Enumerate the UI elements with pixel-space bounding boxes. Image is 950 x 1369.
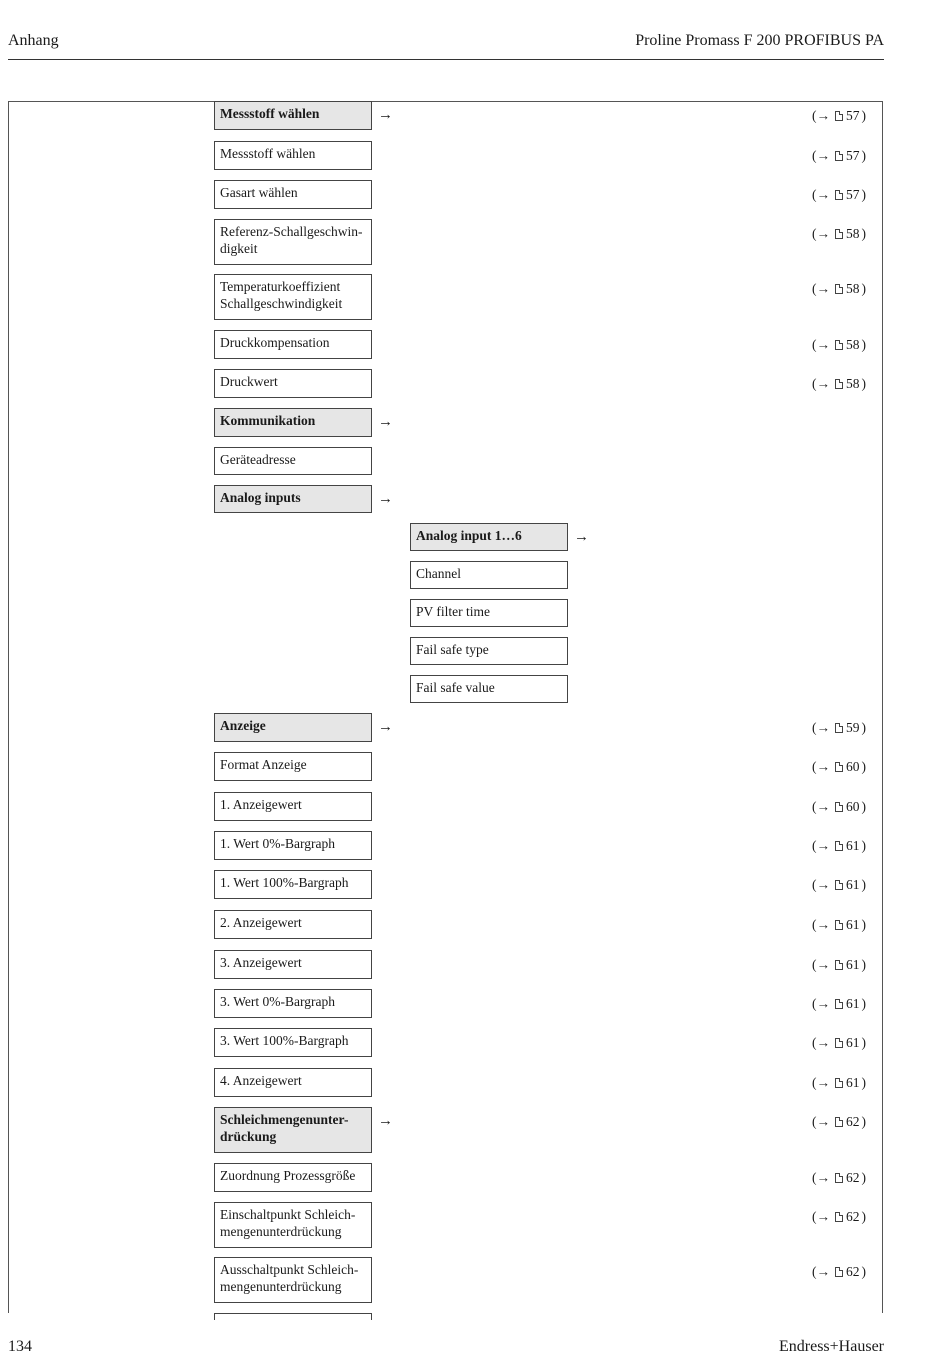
page-reference <box>812 1114 866 1130</box>
reference-page-number: 60 <box>846 799 860 814</box>
reference-page-number: 58 <box>846 226 860 241</box>
parameter-box: PV filter time <box>410 599 568 627</box>
parameter-box: Geräteadresse <box>214 447 372 475</box>
parameter-box: 1. Wert 0%-Bargraph <box>214 831 372 860</box>
reference-arrow: (→ <box>812 877 830 892</box>
submenu-arrow-icon: → <box>378 719 393 735</box>
parameter-box: 1. Anzeigewert <box>214 792 372 821</box>
reference-close: ) <box>861 1075 866 1090</box>
page-reference <box>812 1170 866 1186</box>
page-reference <box>812 838 866 854</box>
submenu-arrow-icon: → <box>378 414 393 430</box>
parameter-box: Format Anzeige <box>214 752 372 781</box>
reference-page-number: 62 <box>846 1264 860 1279</box>
menu-group-box: Messstoff wählen <box>214 101 372 130</box>
submenu-arrow-icon: → <box>378 107 393 123</box>
reference-page-number: 58 <box>846 281 860 296</box>
product-title: Proline Promass F 200 PROFIBUS PA <box>635 32 884 49</box>
page-reference <box>812 1264 866 1280</box>
reference-arrow: (→ <box>812 1170 830 1185</box>
reference-page-number: 61 <box>846 996 860 1011</box>
page-icon <box>835 802 843 812</box>
page-icon <box>835 1212 843 1222</box>
parameter-box: Ausschaltpunkt Schleich- mengenunterdrückung <box>214 1257 372 1303</box>
reference-arrow: (→ <box>812 226 830 241</box>
reference-close: ) <box>861 187 866 202</box>
reference-page-number: 58 <box>846 337 860 352</box>
reference-close: ) <box>861 1209 866 1224</box>
reference-page-number: 61 <box>846 957 860 972</box>
parameter-box: 3. Anzeigewert <box>214 950 372 979</box>
reference-page-number: 61 <box>846 838 860 853</box>
page-reference <box>812 148 866 164</box>
reference-close: ) <box>861 226 866 241</box>
parameter-box: Channel <box>410 561 568 589</box>
parameter-box: Temperaturkoeffizient Schallgeschwindigkeit <box>214 274 372 320</box>
page-reference <box>812 759 866 775</box>
parameter-box: Druckkompensation <box>214 330 372 359</box>
reference-close: ) <box>861 108 866 123</box>
page-reference <box>812 996 866 1012</box>
reference-arrow: (→ <box>812 838 830 853</box>
page-reference <box>812 1075 866 1091</box>
reference-close: ) <box>861 877 866 892</box>
menu-group-box: Analog inputs <box>214 485 372 513</box>
reference-close: ) <box>861 376 866 391</box>
page-icon <box>835 340 843 350</box>
reference-close: ) <box>861 799 866 814</box>
page-icon <box>835 920 843 930</box>
parameter-box: Gasart wählen <box>214 180 372 209</box>
reference-close: ) <box>861 996 866 1011</box>
parameter-box: 1. Wert 100%-Bargraph <box>214 870 372 899</box>
menu-group-box: Kommunikation <box>214 408 372 437</box>
reference-page-number: 58 <box>846 376 860 391</box>
page-reference <box>812 917 866 933</box>
reference-arrow: (→ <box>812 759 830 774</box>
page-icon <box>835 999 843 1009</box>
reference-close: ) <box>861 1114 866 1129</box>
reference-arrow: (→ <box>812 281 830 296</box>
reference-arrow: (→ <box>812 148 830 163</box>
page-reference <box>812 187 866 203</box>
parameter-box: Messstoff wählen <box>214 141 372 170</box>
page-icon <box>835 1078 843 1088</box>
menu-group-box: Analog input 1…6 <box>410 523 568 551</box>
page-reference <box>812 108 866 124</box>
reference-page-number: 62 <box>846 1209 860 1224</box>
reference-close: ) <box>861 1035 866 1050</box>
page-reference <box>812 226 866 242</box>
page-reference <box>812 877 866 893</box>
page-reference <box>812 799 866 815</box>
page-reference <box>812 1209 866 1225</box>
reference-page-number: 59 <box>846 720 860 735</box>
reference-arrow: (→ <box>812 799 830 814</box>
reference-page-number: 61 <box>846 1035 860 1050</box>
page-icon <box>835 723 843 733</box>
reference-arrow: (→ <box>812 1075 830 1090</box>
reference-close: ) <box>861 720 866 735</box>
menu-group-box: Schleichmengenunter- drückung <box>214 1107 372 1153</box>
reference-page-number: 62 <box>846 1170 860 1185</box>
reference-arrow: (→ <box>812 108 830 123</box>
parameter-box: 3. Wert 100%-Bargraph <box>214 1028 372 1057</box>
reference-page-number: 61 <box>846 917 860 932</box>
parameter-box: Fail safe type <box>410 637 568 665</box>
reference-page-number: 61 <box>846 877 860 892</box>
page-reference <box>812 1035 866 1051</box>
page-reference <box>812 281 866 297</box>
parameter-box: Druckwert <box>214 369 372 398</box>
reference-arrow: (→ <box>812 376 830 391</box>
page-icon <box>835 190 843 200</box>
reference-page-number: 61 <box>846 1075 860 1090</box>
page-icon <box>835 284 843 294</box>
reference-page-number: 57 <box>846 108 860 123</box>
page-icon <box>835 880 843 890</box>
reference-close: ) <box>861 1170 866 1185</box>
page-icon <box>835 841 843 851</box>
page-reference <box>812 957 866 973</box>
reference-arrow: (→ <box>812 1209 830 1224</box>
parameter-box: Referenz-Schallgeschwin- digkeit <box>214 219 372 265</box>
page-reference <box>812 376 866 392</box>
reference-arrow: (→ <box>812 917 830 932</box>
page-icon <box>835 1267 843 1277</box>
reference-arrow: (→ <box>812 337 830 352</box>
menu-group-box: Anzeige <box>214 713 372 742</box>
reference-page-number: 57 <box>846 187 860 202</box>
parameter-box: Einschaltpunkt Schleich- mengenunterdrückung <box>214 1202 372 1248</box>
submenu-arrow-icon: → <box>574 529 589 545</box>
reference-close: ) <box>861 337 866 352</box>
page-icon <box>835 1117 843 1127</box>
reference-close: ) <box>861 917 866 932</box>
page-number: 134 <box>8 1338 32 1355</box>
reference-arrow: (→ <box>812 720 830 735</box>
reference-close: ) <box>861 838 866 853</box>
page-reference <box>812 720 866 736</box>
page-icon <box>835 111 843 121</box>
reference-arrow: (→ <box>812 996 830 1011</box>
page-icon <box>835 762 843 772</box>
reference-page-number: 57 <box>846 148 860 163</box>
reference-arrow: (→ <box>812 1114 830 1129</box>
parameter-box: 3. Wert 0%-Bargraph <box>214 989 372 1018</box>
page-icon <box>835 151 843 161</box>
reference-close: ) <box>861 281 866 296</box>
continued-parameter-box <box>214 1313 372 1320</box>
section-title: Anhang <box>8 32 59 49</box>
reference-close: ) <box>861 759 866 774</box>
parameter-box: 4. Anzeigewert <box>214 1068 372 1097</box>
page-icon <box>835 229 843 239</box>
page-icon <box>835 1038 843 1048</box>
reference-close: ) <box>861 957 866 972</box>
page-icon <box>835 379 843 389</box>
reference-close: ) <box>861 148 866 163</box>
page-icon <box>835 960 843 970</box>
parameter-box: Zuordnung Prozessgröße <box>214 1163 372 1192</box>
parameter-box: 2. Anzeigewert <box>214 910 372 939</box>
header-divider <box>8 59 884 60</box>
page-reference <box>812 337 866 353</box>
company-name: Endress+Hauser <box>779 1338 884 1355</box>
reference-arrow: (→ <box>812 187 830 202</box>
page-icon <box>835 1173 843 1183</box>
reference-page-number: 62 <box>846 1114 860 1129</box>
reference-arrow: (→ <box>812 957 830 972</box>
submenu-arrow-icon: → <box>378 1113 393 1129</box>
submenu-arrow-icon: → <box>378 491 393 507</box>
reference-arrow: (→ <box>812 1264 830 1279</box>
menu-frame <box>8 101 883 1313</box>
parameter-box: Fail safe value <box>410 675 568 703</box>
reference-close: ) <box>861 1264 866 1279</box>
reference-page-number: 60 <box>846 759 860 774</box>
reference-arrow: (→ <box>812 1035 830 1050</box>
